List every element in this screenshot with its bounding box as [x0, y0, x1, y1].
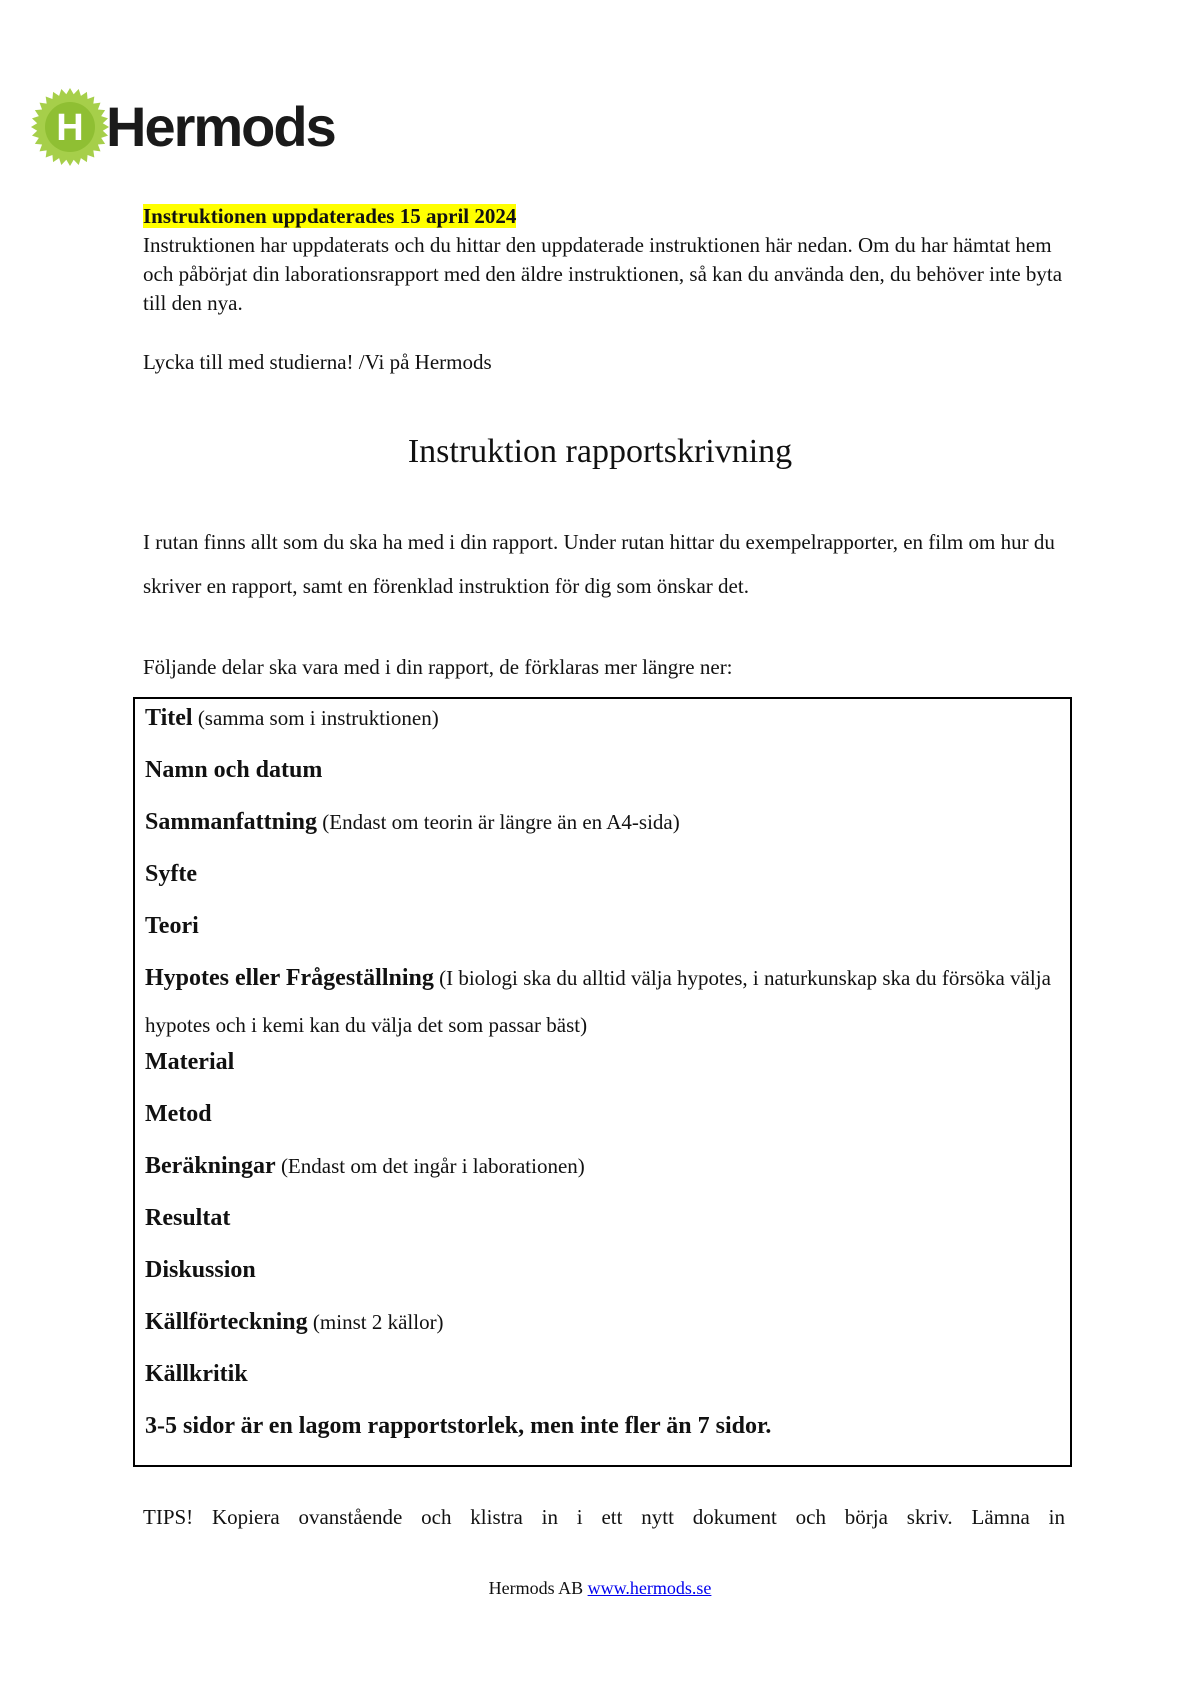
- section-item-teori: [145, 911, 1060, 941]
- section-note: (minst 2 källor): [312, 1310, 444, 1334]
- section-item-resultat: [145, 1203, 1060, 1233]
- footer-company: Hermods AB: [488, 1578, 584, 1598]
- hermods-badge-icon: [30, 87, 110, 167]
- section-item-metod: [145, 1099, 1060, 1129]
- section-label: Källförteckning: [145, 1309, 308, 1335]
- section-item-syfte: [145, 859, 1060, 889]
- tips-paragraph: TIPS! Kopiera ovanstående och klistra in i ett nytt dokument och börja skriv. Lämna in: [143, 1505, 1065, 1529]
- section-item-diskussion: [145, 1255, 1060, 1285]
- section-label: Titel: [145, 705, 193, 731]
- section-item-namn: [145, 755, 1060, 785]
- section-label: Metod: [145, 1101, 212, 1127]
- section-label: Diskussion: [145, 1257, 256, 1283]
- notice-title: Instruktionen uppdaterades 15 april 2024: [143, 204, 517, 228]
- section-label: Teori: [145, 913, 199, 939]
- section-label: Hypotes eller Frågeställning: [145, 965, 434, 991]
- section-note: (samma som i instruktionen): [197, 706, 439, 730]
- greeting: Lycka till med studierna! /Vi på Hermods: [143, 350, 492, 374]
- section-item-titel: [145, 703, 1060, 733]
- section-label: Källkritik: [145, 1361, 248, 1387]
- footer-website-link[interactable]: www.hermods.se: [587, 1578, 712, 1598]
- section-item-kallforteckning: [145, 1307, 1060, 1337]
- update-notice: [143, 202, 1063, 318]
- section-label: Material: [145, 1049, 235, 1075]
- section-label: Beräkningar: [145, 1153, 276, 1179]
- badge-letter: H: [56, 107, 84, 149]
- report-sections-box: [133, 697, 1072, 1467]
- size-note: [145, 1411, 1060, 1441]
- page-footer: [0, 1576, 1200, 1600]
- document-title: Instruktion rapportskrivning: [407, 433, 793, 470]
- section-label: Syfte: [145, 861, 197, 887]
- section-note: (Endast om det ingår i laborationen): [280, 1154, 585, 1178]
- section-item-sammanfattning: [145, 807, 1060, 837]
- section-label: Namn och datum: [145, 757, 323, 783]
- section-note: (Endast om teorin är längre än en A4-sida): [322, 810, 680, 834]
- size-note-text: 3-5 sidor är en lagom rapportstorlek, men inte fler än 7 sidor.: [145, 1413, 772, 1439]
- section-item-material: [145, 1047, 1060, 1077]
- lead-in-text: Följande delar ska vara med i din rapport, de förklaras mer längre ner:: [143, 655, 733, 679]
- section-item-kallkritik: [145, 1359, 1060, 1389]
- section-label: Resultat: [145, 1205, 231, 1231]
- notice-body: Instruktionen har uppdaterats och du hittar den uppdaterade instruktionen här nedan. Om du har hämtat hem och påbörjat din laborationsrapport med den äldre instruktionen, så kan du använda den, du behöver inte byta till den nya.: [143, 233, 1063, 315]
- hermods-logo: [30, 84, 350, 170]
- section-item-hypotes: [145, 955, 1060, 1049]
- section-label: Sammanfattning: [145, 809, 318, 835]
- section-item-berakningar: [145, 1151, 1060, 1181]
- brand-name: Hermods: [106, 95, 335, 158]
- section-note: (I biologi ska du alltid välja hypotes, i naturkunskap ska du försöka välja hypotes och i kemi kan du välja det som passar bäst): [145, 966, 1051, 1037]
- intro-paragraph: I rutan finns allt som du ska ha med i din rapport. Under rutan hittar du exempelrapporter, en film om hur du skriver en rapport, samt en förenklad instruktion för dig som önskar det.: [143, 530, 1055, 598]
